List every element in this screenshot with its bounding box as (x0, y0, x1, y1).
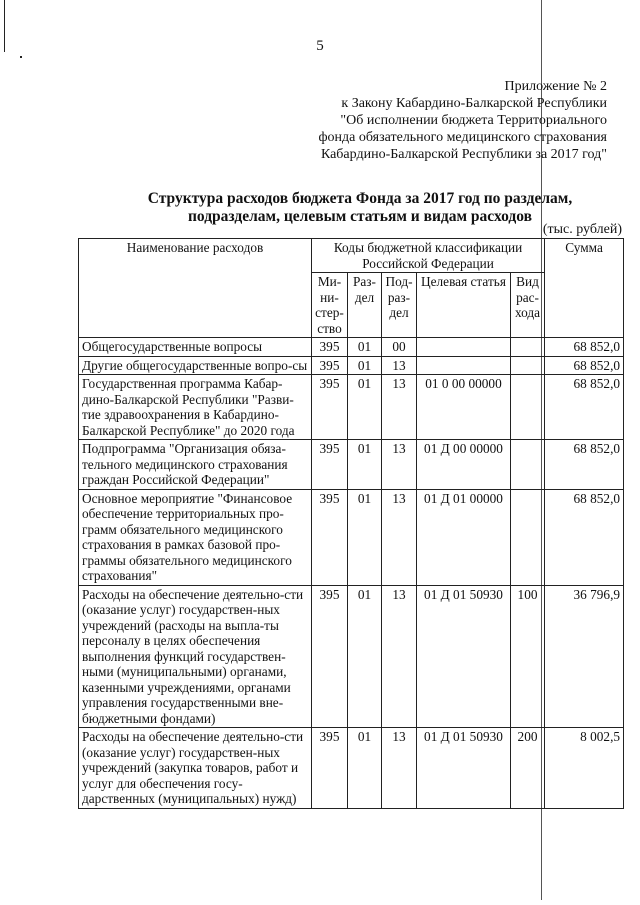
row-type (511, 440, 545, 490)
table-row (79, 440, 624, 490)
row-name: Подпрограмма "Организация обяза-тельного медицинского страхования граждан Российской Федерации" (79, 440, 312, 490)
header-name: Наименование расходов (79, 239, 312, 338)
header-type: Вид рас-хода (511, 273, 545, 338)
row-section: 01 (348, 375, 382, 440)
table-row (79, 338, 624, 357)
row-target (417, 338, 511, 357)
table-row (79, 356, 624, 375)
row-type: 200 (511, 728, 545, 809)
row-sum: 68 852,0 (545, 489, 624, 585)
row-sum: 68 852,0 (545, 356, 624, 375)
row-section: 01 (348, 440, 382, 490)
row-ministry: 395 (312, 375, 348, 440)
page-number: 5 (316, 38, 324, 54)
row-ministry: 395 (312, 728, 348, 809)
row-section: 01 (348, 356, 382, 375)
row-name: Общегосударственные вопросы (79, 338, 312, 357)
row-ministry: 395 (312, 440, 348, 490)
header-target: Целевая статья (417, 273, 511, 338)
appendix-line: Приложение № 2 (504, 79, 607, 94)
table-row (79, 375, 624, 440)
row-type: 100 (511, 585, 545, 728)
row-sum: 36 796,9 (545, 585, 624, 728)
row-target: 01 0 00 00000 (417, 375, 511, 440)
appendix-line: к Закону Кабардино-Балкарской Республики (341, 96, 607, 111)
row-section: 01 (348, 728, 382, 809)
table-row (79, 728, 624, 809)
scan-artifact-dot (20, 56, 22, 58)
row-target: 01 Д 01 50930 (417, 728, 511, 809)
row-ministry: 395 (312, 338, 348, 357)
row-section: 01 (348, 338, 382, 357)
appendix-line: Кабардино-Балкарской Республики за 2017 год" (320, 147, 607, 162)
header-subsection: Под-раз-дел (382, 273, 417, 338)
header-ministry: Ми-ни-стер-ство (312, 273, 348, 338)
row-name: Основное мероприятие "Финансовое обеспечение территориальных про-грамм обязательного медицинского страхования в рамках базовой про-граммы обязательного медицинского страхования" (79, 489, 312, 585)
row-target: 01 Д 01 00000 (417, 489, 511, 585)
row-subsection: 13 (382, 440, 417, 490)
row-name: Другие общегосударственные вопро-сы (79, 356, 312, 375)
row-type (511, 338, 545, 357)
row-section: 01 (348, 585, 382, 728)
row-name: Расходы на обеспечение деятельно-сти (оказание услуг) государствен-ных учреждений (закупка товаров, работ и услуг для обеспечения госу-дарственных (муниципальных) нужд) (79, 728, 312, 809)
row-type (511, 356, 545, 375)
row-target: 01 Д 00 00000 (417, 440, 511, 490)
table-row (79, 489, 624, 585)
table-row (79, 585, 624, 728)
title-line-2: подразделам, целевым статьям и видам расходов (187, 208, 533, 225)
row-subsection: 13 (382, 356, 417, 375)
row-subsection: 13 (382, 585, 417, 728)
title-line-1: Структура расходов бюджета Фонда за 2017 год по разделам, (147, 190, 573, 207)
table-header-row (79, 239, 624, 273)
row-type (511, 489, 545, 585)
row-section: 01 (348, 489, 382, 585)
row-target: 01 Д 01 50930 (417, 585, 511, 728)
appendix-block (318, 78, 607, 163)
units-label: (тыс. рублей) (542, 222, 622, 237)
row-target (417, 356, 511, 375)
row-sum: 68 852,0 (545, 440, 624, 490)
row-ministry: 395 (312, 489, 348, 585)
row-ministry: 395 (312, 585, 348, 728)
row-sum: 68 852,0 (545, 375, 624, 440)
header-sum: Сумма (545, 239, 624, 338)
appendix-line: "Об исполнении бюджета Территориального (340, 113, 607, 128)
row-type (511, 375, 545, 440)
header-section: Раз-дел (348, 273, 382, 338)
row-subsection: 00 (382, 338, 417, 357)
row-name: Расходы на обеспечение деятельно-сти (оказание услуг) государствен-ных учреждений (расходы на выпла-ты персоналу в целях обеспечения выполнения функций государствен-ными (муниципальными) органами, казенными учреждениями, органами управления государственными вне-бюджетными фондами) (79, 585, 312, 728)
row-subsection: 13 (382, 728, 417, 809)
row-sum: 68 852,0 (545, 338, 624, 357)
row-subsection: 13 (382, 489, 417, 585)
document-title (0, 190, 640, 226)
appendix-line: фонда обязательного медицинского страхования (318, 130, 607, 145)
row-name: Государственная программа Кабар-дино-Балкарской Республики "Разви-тие здравоохранения в Кабардино-Балкарской Республике" до 2020 года (79, 375, 312, 440)
budget-table (78, 238, 624, 809)
header-codes-group: Коды бюджетной классификации Российской Федерации (312, 239, 545, 273)
row-subsection: 13 (382, 375, 417, 440)
row-ministry: 395 (312, 356, 348, 375)
row-sum: 8 002,5 (545, 728, 624, 809)
